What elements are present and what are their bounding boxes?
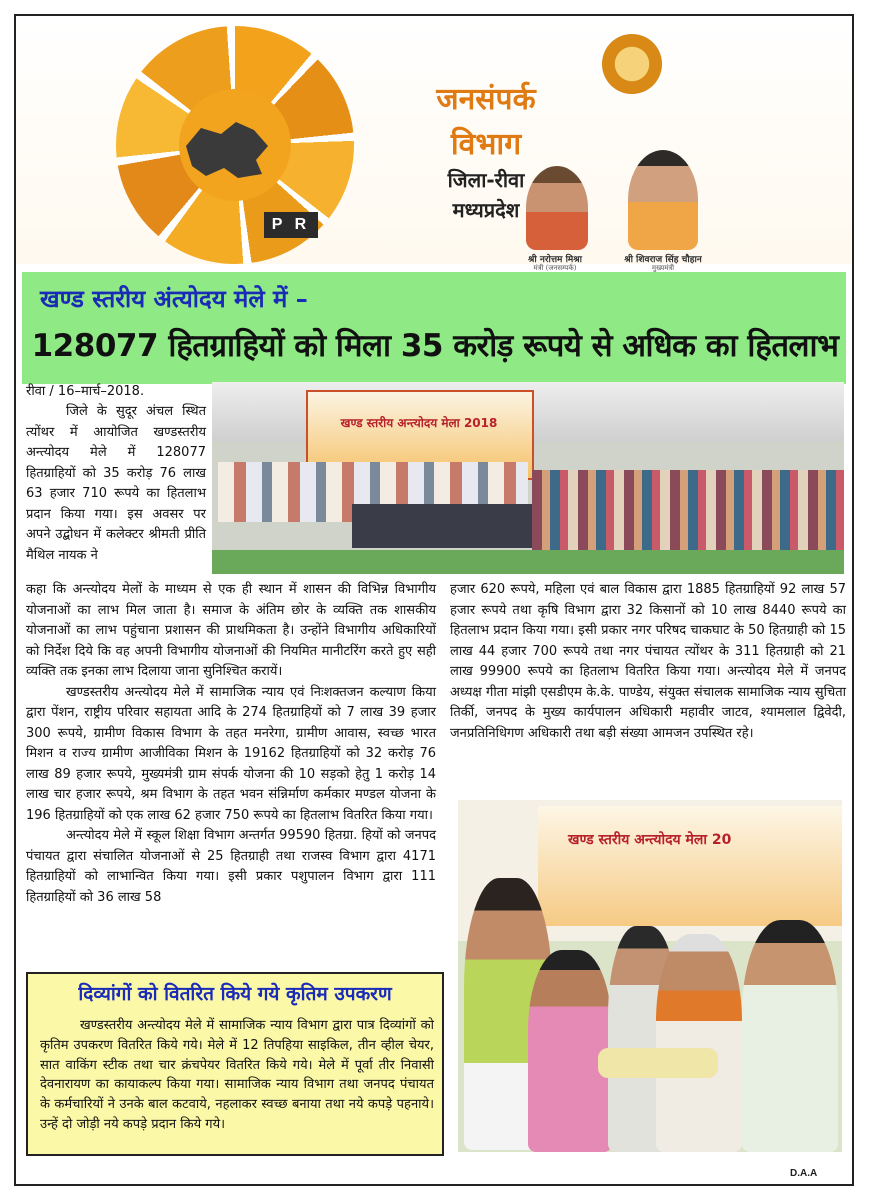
photo2-banner — [538, 806, 842, 926]
para1-wide-text: कहा कि अन्त्योदय मेलों के माध्यम से एक ही स्थान में शासन की विभिन्न विभागीय योजनाओं का लाभ मिल जाता है। समाज के अंतिम छोर के व्यक्ति तक शासकीय योजनाओं का लाभ पहुंचाना प्रशासन की प्राथमिकता है। उन्होंने विभागीय अधिकारियों को निर्देश दिये कि वह अपनी विभागीय योजनाओं की नियमित मानीटरिंग करते हुए सही व्यक्ति तक इनका लाभ दिलाया जाना सुनिश्चित करायें। — [26, 582, 436, 679]
headline-title: 128077 हितग्राहियों को मिला 35 करोड़ रूपये से अधिक का हितलाभ — [31, 328, 839, 364]
sidebar-story-text: खण्डस्तरीय अन्त्योदय मेले में सामाजिक न्याय विभाग द्वारा पात्र दिव्यांगों को कृतिम उपकरण वितरित किये गये। मेले में 12 तिपहिया साइकिल, तीन व्हील चेयर, सात वाकिंग स्टीक तथा चार क्रंचपेयर वितरित किये गये। मेले में पूर्वा तीर निवासी देवनारायण का कायाकल्प किया गया। सामाजिक न्याय विभाग तथा जनपद पंचायत के कर्मचारियों ने उनके बाल कटवाये, नहलाकर स्वच्छ बनाया तथा नये कपड़े पहनाये। उन्हें दो जोड़ी नये कपड़े प्रदान किये गये। — [40, 1018, 434, 1132]
para3-text: अन्त्योदय मेले में स्कूल शिक्षा विभाग अन्तर्गत 99590 हितग्रा. हियों को जनपद पंचायत द्वारा संचालित योजनाओं से 25 हितग्राही तथा राजस्व विभाग द्वारा 4171 हितग्राहियों को लाभान्वित किया गया। इसी प्रकार पशुपालन विभाग द्वारा 111 हितग्राहियों को 36 लाख 58 — [26, 828, 436, 905]
chief-minister-role: मुख्यमंत्री — [651, 264, 675, 272]
headline-box — [22, 272, 846, 384]
article-para1-narrow — [26, 402, 206, 566]
minister-portrait — [526, 166, 588, 250]
sidebar-story-body — [40, 1016, 434, 1135]
footer-credit: D.A.A — [790, 1168, 818, 1179]
state-name: मध्यप्रदेश — [452, 198, 520, 222]
sidebar-story-box — [26, 972, 444, 1156]
dateline: रीवा / 16–मार्च–2018. — [26, 384, 145, 399]
minister-name: श्री नरोत्तम मिश्रा — [528, 255, 582, 265]
person-figure — [742, 920, 838, 1152]
person-figure — [656, 934, 742, 1152]
government-emblem-icon — [602, 34, 662, 94]
chief-minister-name: श्री शिवराज सिंह चौहान — [624, 255, 702, 265]
para1-narrow-text: जिले के सुदूर अंचल स्थित त्योंथर में आयोजित खण्डस्तरीय अन्त्योदय मेले में 128077 हितग्राहियों को 35 करोड़ 76 लाख 63 हजार 710 रूपये का हितलाभ प्रदान किया गया। इस अवसर पर अपने उद्बोधन में कलेक्टर श्रीमती प्रीति मैथिल नायक ने — [26, 404, 206, 563]
article-left-column — [26, 580, 436, 908]
dept-title-line1: जनसंपर्क — [436, 82, 536, 117]
district-name: जिला-रीवा — [447, 168, 525, 192]
chief-minister-portrait — [628, 150, 698, 250]
dept-title-line2: विभाग — [450, 127, 522, 162]
para2-text: खण्डस्तरीय अन्त्योदय मेले में सामाजिक न्याय एवं निःशक्तजन कल्याण किया द्वारा पेंशन, राष्ट्रीय परिवार सहायता आदि के 274 हितग्राहियों को 7 लाख 39 हजार 300 रूपये, ग्रामीण विकास विभाग के तहत मनरेगा, ग्रामीण आवास, स्वच्छ भारत मिशन व राज्य ग्रामीण आजीविका मिशन के 19162 हितग्राहियों को 32 करोड़ 76 लाख 89 हजार रूपये, मुख्यमंत्री ग्राम संपर्क योजना की 10 सड़को हेतु 1 करोड़ 14 लाख चार हजार रूपये, श्रम विभाग के तहत भवन संन्निर्माण कर्मकार मण्डल योजना के 196 हितग्राहियों को एक लाख 62 हजार 750 रूपये का हितलाभ वितरित किया गया। — [26, 684, 436, 823]
pr-logo: P R — [264, 212, 318, 238]
stage-table — [352, 504, 532, 548]
headline-kicker: खण्ड स्तरीय अंत्योदय मेले में – — [40, 285, 308, 313]
gift-package — [598, 1048, 718, 1078]
event-stage-photo — [212, 382, 844, 574]
ground — [212, 550, 844, 574]
stage-banner-text: खण्ड स्तरीय अन्त्योदय मेला 2018 — [340, 416, 498, 430]
sidebar-story-title: दिव्यांगों को वितरित किये गये कृतिम उपकरण — [78, 983, 392, 1005]
madhya-pradesh-map-icon — [176, 116, 276, 186]
award-distribution-photo — [458, 800, 842, 1152]
header-banner — [16, 16, 852, 272]
article-right-column — [450, 580, 846, 744]
para3-continued-text: हजार 620 रूपये, महिला एवं बाल विकास द्वारा 1885 हितग्राहियों 92 लाख 57 हजार रूपये तथा कृषि विभाग द्वारा 32 किसानों को 10 लाख 8440 रूपये का हितलाभ प्रदान किया गया। इसी प्रकार नगर परिषद चाकघाट के 50 हितग्राही को 15 लाख 44 हजार 700 रूपये तथा नगर पंचायत त्योंथर के 311 हितग्राही को 21 लाख 99900 रूपये का हितलाभ वितरित किया गया। अन्त्योदय मेले में जनपद अध्यक्ष गीता मांझी एसडीएम के.के. पाण्डेय, संयुक्त संचालक सामाजिक न्याय सुचिता तिर्की, जनपद के मुख्य कार्यपालन अधिकारी महावीर जाटव, श्यामलाल द्विवेदी, जनप्रतिनिधिगण अधिकारी तथा बड़ी संख्या आमजन उपस्थित रहे। — [450, 582, 846, 741]
photo2-banner-text: खण्ड स्तरीय अन्त्योदय मेला 20 — [568, 832, 732, 848]
minister-role: मंत्री (जनसम्पर्क) — [533, 264, 577, 272]
audience-crowd — [532, 470, 844, 550]
